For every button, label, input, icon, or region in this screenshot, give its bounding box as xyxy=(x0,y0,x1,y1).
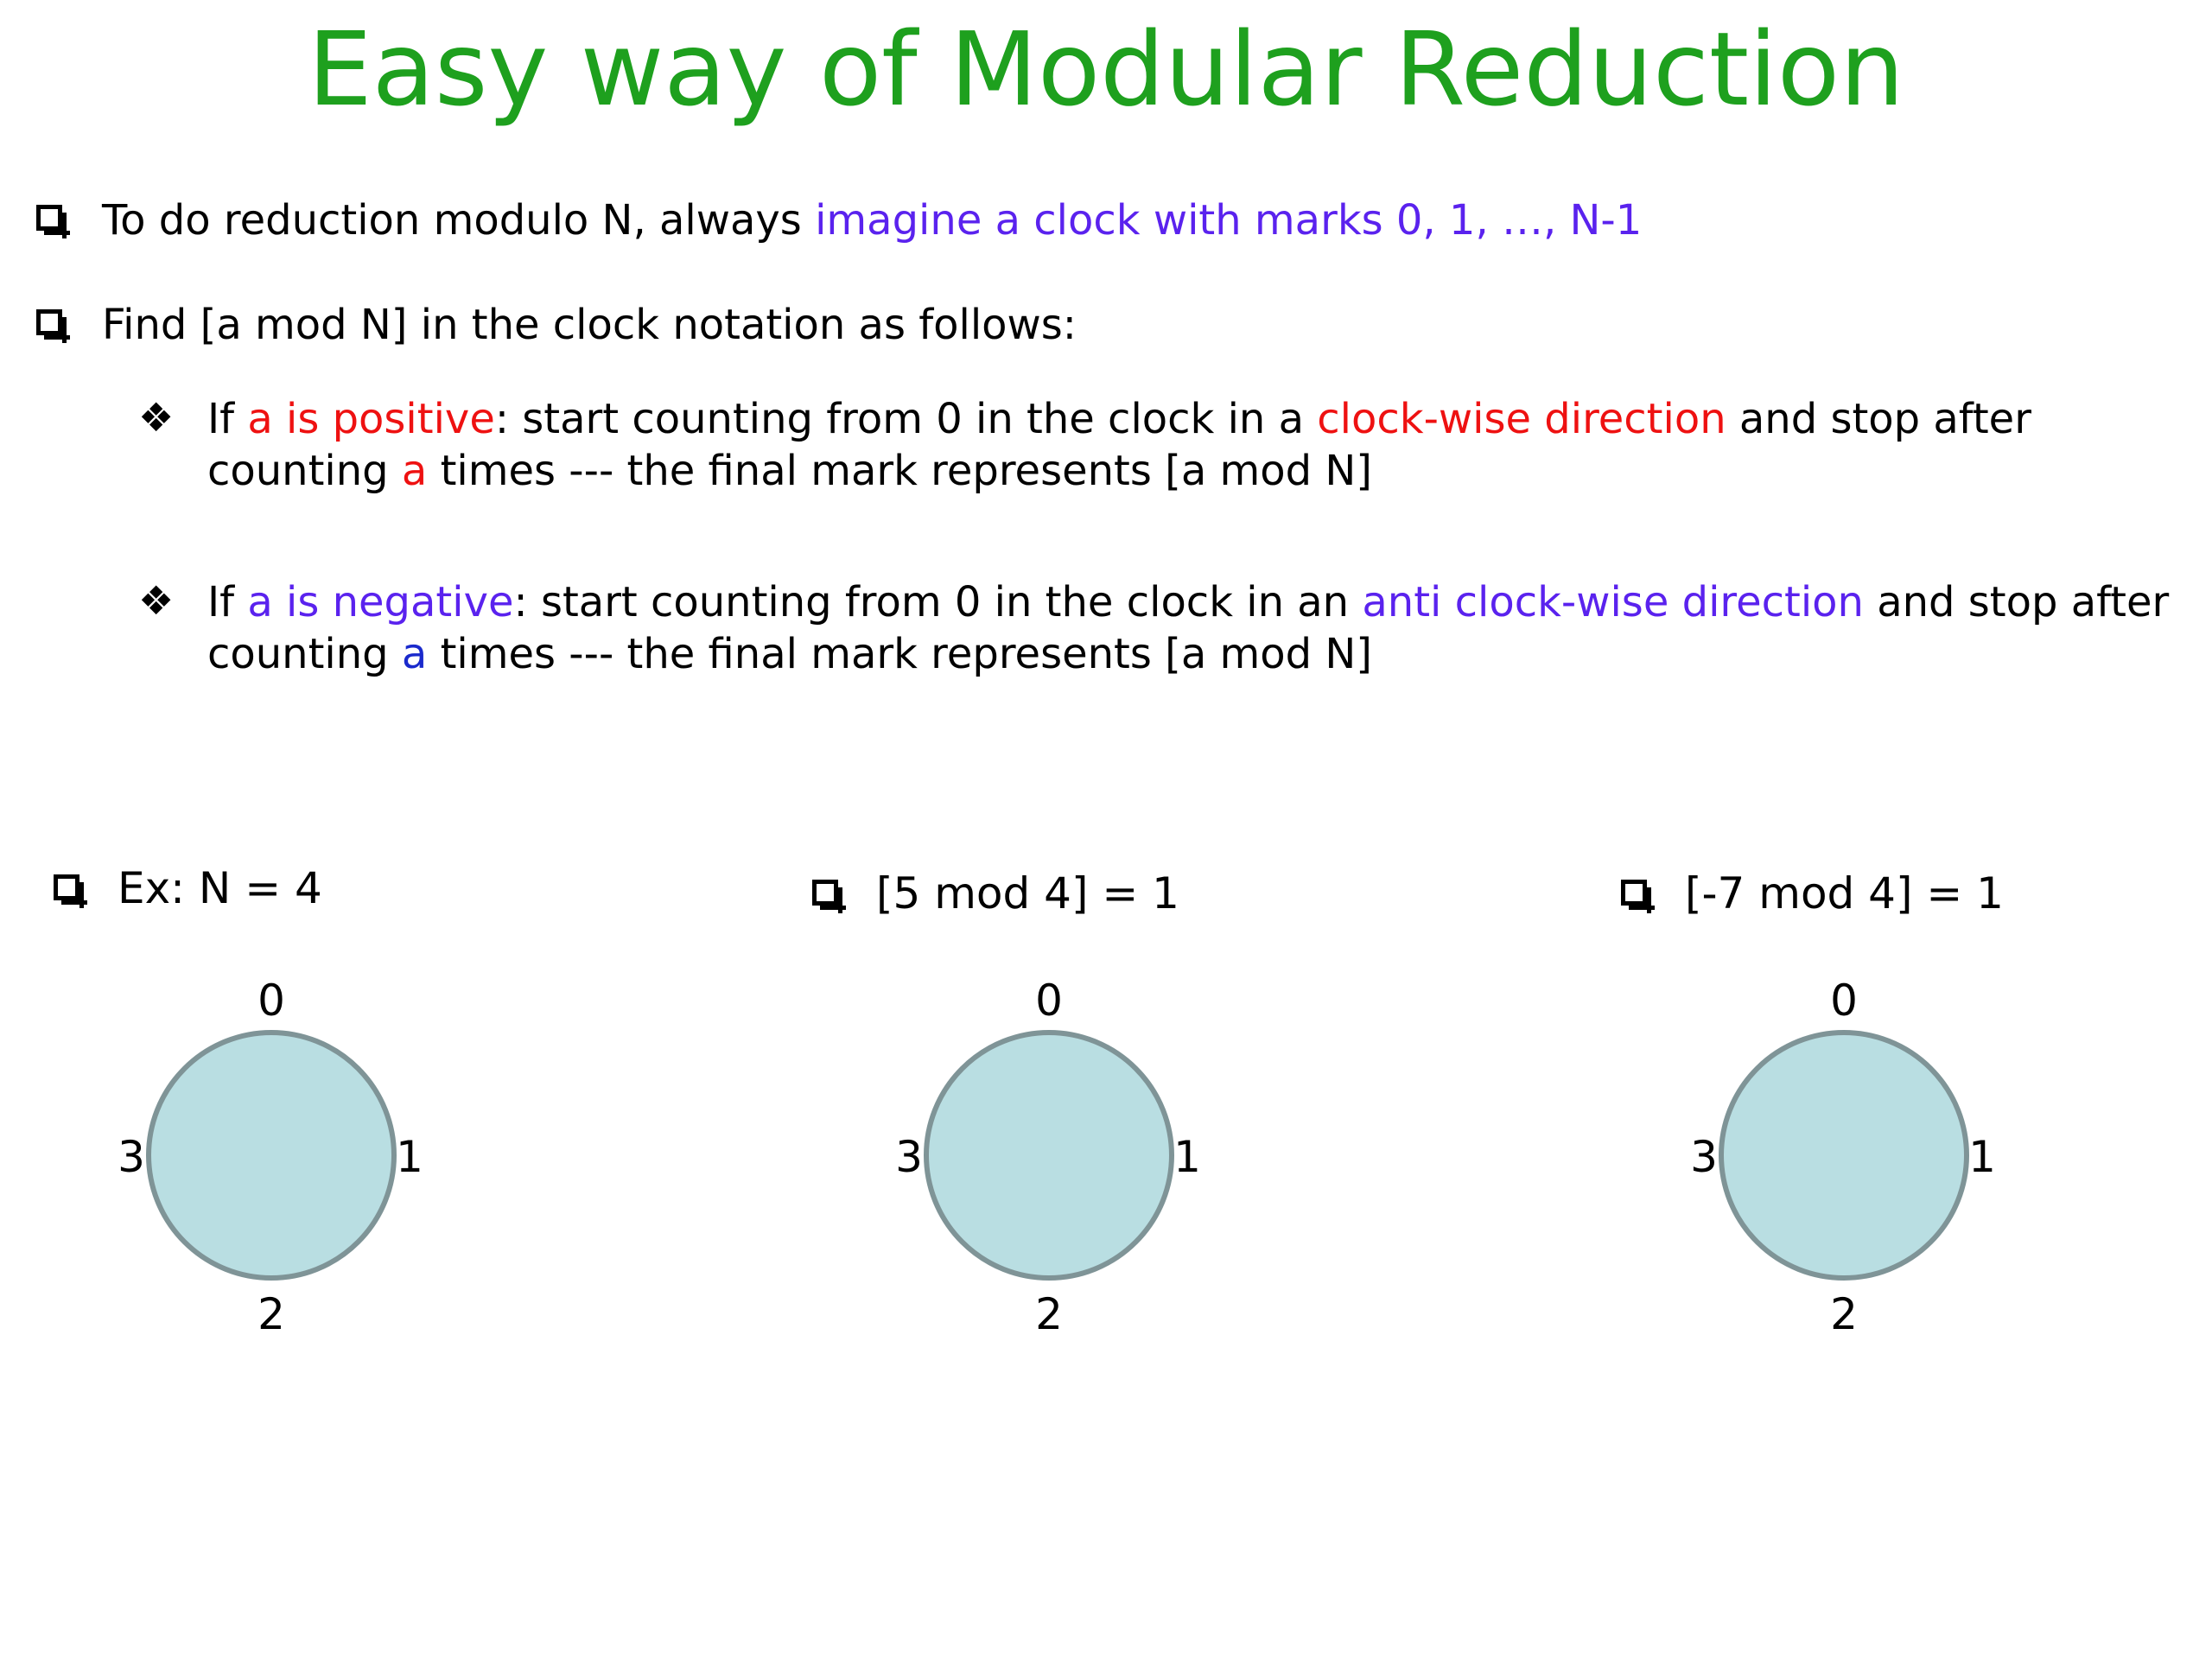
clock-mark-3: 3 xyxy=(895,1132,923,1182)
sub-text: times --- the final mark represents [a mod N] xyxy=(427,630,1372,678)
sub-text: and stop after xyxy=(1726,395,2031,443)
clock-5mod4 xyxy=(895,976,1201,1339)
bullet-text: To do reduction modulo N, always xyxy=(102,196,816,245)
bullet-text: Find [a mod N] in the clock notation as follows: xyxy=(102,301,1077,349)
clockwise-direction: clock-wise direction xyxy=(1317,395,1726,443)
sub-text: and stop after xyxy=(1863,578,2170,626)
sub-text: If xyxy=(207,395,248,443)
bullet-highlight: imagine a clock with marks 0, 1, …, N-1 xyxy=(815,196,1643,245)
example-label-neg7mod4: [-7 mod 4] = 1 xyxy=(1685,868,2004,918)
clock-mark-2: 2 xyxy=(1035,1289,1063,1339)
clock-mark-2: 2 xyxy=(257,1289,285,1339)
clock-example xyxy=(118,976,423,1339)
example-label-n4: Ex: N = 4 xyxy=(118,863,322,913)
variable-a: a xyxy=(401,630,428,678)
clock-mark-0: 0 xyxy=(257,976,285,1026)
clock-mark-1: 1 xyxy=(1968,1132,1996,1182)
sub-text: If xyxy=(207,578,248,626)
clock-mark-0: 0 xyxy=(1830,976,1858,1026)
clock-mark-0: 0 xyxy=(1035,976,1063,1026)
page-title: Easy way of Modular Reduction xyxy=(308,10,1904,129)
sub-text: : start counting from 0 in the clock in an xyxy=(513,578,1363,626)
example-label-5mod4: [5 mod 4] = 1 xyxy=(876,868,1179,918)
sub-text: : start counting from 0 in the clock in a xyxy=(494,395,1318,443)
positive-condition: a is positive xyxy=(247,395,495,443)
diamond-bullet-icon: ❖ xyxy=(138,394,175,441)
clock-mark-3: 3 xyxy=(1690,1132,1718,1182)
clock-mark-3: 3 xyxy=(118,1132,145,1182)
clock-mark-1: 1 xyxy=(396,1132,423,1182)
clock-mark-1: 1 xyxy=(1173,1132,1201,1182)
sub-text: counting xyxy=(207,630,402,678)
clock-mark-2: 2 xyxy=(1830,1289,1858,1339)
sub-text: times --- the final mark represents [a mod N] xyxy=(427,447,1372,495)
clock-neg7mod4 xyxy=(1690,976,1996,1339)
sub-text: counting xyxy=(207,447,402,495)
diamond-bullet-icon: ❖ xyxy=(138,577,175,624)
clock-face xyxy=(1721,1033,1967,1278)
anticlockwise-direction: anti clock-wise direction xyxy=(1362,578,1864,626)
variable-a: a xyxy=(401,447,428,495)
clock-face xyxy=(149,1033,394,1278)
clock-face xyxy=(926,1033,1172,1278)
negative-condition: a is negative xyxy=(247,578,514,626)
